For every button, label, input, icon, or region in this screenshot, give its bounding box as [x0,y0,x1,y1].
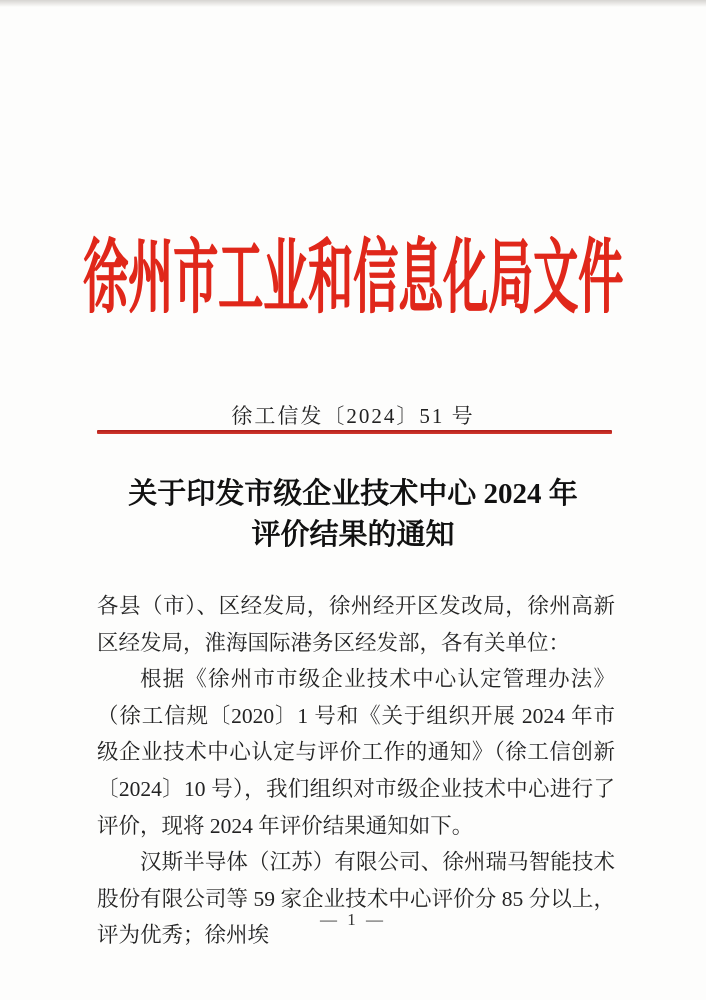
document-number: 徐工信发〔2024〕51 号 [231,404,475,428]
red-separator-rule [97,430,612,434]
body-paragraph: 汉斯半导体（江苏）有限公司、徐州瑞马智能技术股份有限公司等 59 家企业技术中心评价分 85 分以上，评为优秀；徐州埃 [97,850,615,948]
agency-header-title: 徐州市工业和信息化局文件 [83,232,624,324]
page-number: — 1 — [320,910,386,929]
document-title [0,474,706,556]
document-body [97,588,615,954]
scan-artifact-top-edge [0,0,706,7]
body-paragraph: 根据《徐州市市级企业技术中心认定管理办法》（徐工信规〔2020〕1 号和《关于组织开展 2024 年市级企业技术中心认定与评价工作的通知》（徐工信创新〔2024〕10 号），我们组织对市级企业技术中心进行了评价，现将 2024 年评价结果通知如下。 [97,667,615,838]
addressee-paragraph: 各县（市）、区经发局，徐州经开区发改局，徐州高新区经发局，淮海国际港务区经发部，各有关单位： [97,594,615,655]
document-title-line-1: 关于印发市级企业技术中心 2024 年 [128,478,578,510]
document-title-line-2: 评价结果的通知 [251,519,455,551]
